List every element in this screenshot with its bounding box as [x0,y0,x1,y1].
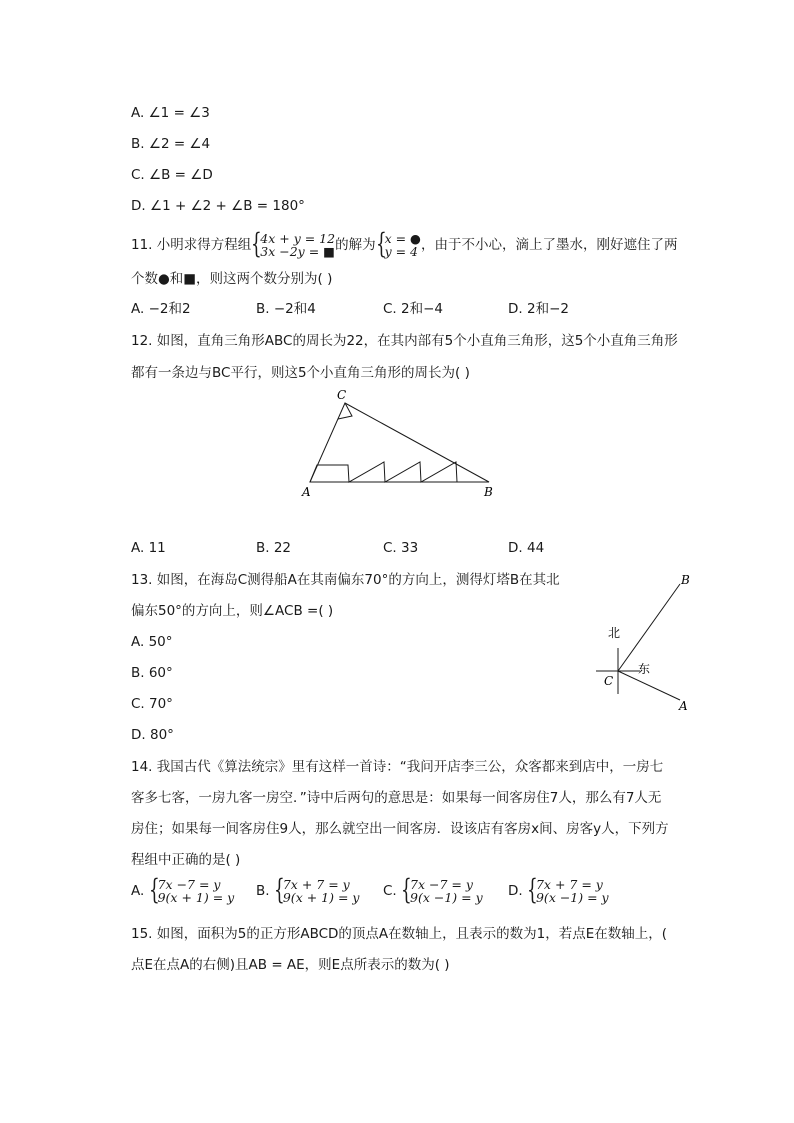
q13-direction-figure [590,568,700,718]
label-c: C [337,388,347,402]
q15-question-line1: 15. 如图，面积为5的正方形ABCD的顶点A在数轴上，且表示的数为1，若点E在数轴上，( [131,926,668,942]
eq2: 9(x −1) = y [535,890,609,905]
eq1: 7x −7 = y [410,877,473,892]
q10-option-c: C. ∠B = ∠D [131,167,213,183]
option-system: { 7x −7 = y 9(x + 1) = y [148,873,235,906]
triangle-abc [310,403,489,482]
ray-cb [618,584,680,671]
q14-option-d [508,873,609,906]
option-label: B. [256,883,270,899]
q13-option-b: B. 60° [131,665,173,681]
label-north: 北 [608,626,621,640]
eq1: 7x + 7 = y [282,877,350,892]
option-system: { 7x −7 = y 9(x −1) = y [401,873,483,906]
q13-option-a: A. 50° [131,634,173,650]
q14-option-b [256,873,360,906]
option-label: A. [131,883,145,899]
q12-triangle-figure [290,386,510,504]
label-c: C [604,674,614,688]
q12-question-line2: 都有一条边与BC平行，则这5个小直角三角形的周长为( ) [131,365,470,381]
q11-equation-system: { 4x + y = 12 3x −2y = ■ [251,227,336,260]
q11-eq2: 3x −2y = ■ [260,244,335,259]
q15-question-line2: 点E在点A的右侧)且AB = AE，则E点所表示的数为( ) [131,957,450,973]
q11-question-line2: 个数●和■，则这两个数分别为( ) [131,271,333,287]
q14-question-line3: 房住；如果每一间客房住9人，那么就空出一间客房．设该店有客房x间、房客y人，下列方 [131,821,669,837]
option-label: C. [383,883,397,899]
q11-option-a: A. −2和2 [131,301,191,317]
q11-sol1: x = ● [384,231,421,246]
q12-option-d: D. 44 [508,540,545,556]
q10-option-d: D. ∠1 + ∠2 + ∠B = 180° [131,198,305,214]
label-b: B [484,485,493,499]
small-triangles [310,462,457,482]
q11-sol2: y = 4 [384,244,419,259]
q11-option-b: B. −2和4 [256,301,316,317]
q12-option-a: A. 11 [131,540,166,556]
q12-question-line1: 12. 如图，直角三角形ABC的周长为22，在其内部有5个小直角三角形，这5个小直角三角形 [131,333,678,349]
q11-suffix: ，由于不小心，滴上了墨水，刚好遮住了两 [420,237,678,253]
q13-question-line1: 13. 如图，在海岛C测得船A在其南偏东70°的方向上，测得灯塔B在其北 [131,572,560,588]
q10-option-b: B. ∠2 = ∠4 [131,136,211,152]
option-system: { 7x + 7 = y 9(x −1) = y [526,873,609,906]
label-b: B [681,573,690,587]
q11-option-c: C. 2和−4 [383,301,443,317]
eq2: 9(x −1) = y [410,890,483,905]
q14-option-c [383,873,483,906]
q11-mid: 的解为 [335,237,376,253]
label-a: A [679,699,688,713]
q14-option-a [131,873,235,906]
q13-option-d: D. 80° [131,727,174,743]
label-east: 东 [638,662,651,676]
eq2: 9(x + 1) = y [157,890,235,905]
q14-question-line4: 程组中正确的是( ) [131,852,241,868]
eq2: 9(x + 1) = y [282,890,360,905]
label-a: A [302,485,311,499]
q12-option-b: B. 22 [256,540,292,556]
q11-eq1: 4x + y = 12 [260,231,336,246]
q12-option-c: C. 33 [383,540,419,556]
eq1: 7x −7 = y [157,877,221,892]
q11-option-d: D. 2和−2 [508,301,569,317]
q10-option-a: A. ∠1 = ∠3 [131,105,210,121]
option-system: { 7x + 7 = y 9(x + 1) = y [273,873,360,906]
q13-option-c: C. 70° [131,696,173,712]
q11-solution-system: { x = ● y = 4 [375,227,421,260]
eq1: 7x + 7 = y [535,877,603,892]
option-label: D. [508,883,523,899]
q14-question-line1: 14. 我国古代《算法统宗》里有这样一首诗：“我问开店李三公，众客都来到店中，一房七 [131,759,664,775]
q11-question-line1 [131,227,678,260]
q14-question-line2: 客多七客，一房九客一房空．”诗中后两句的意思是：如果每一间客房住7人，那么有7人无 [131,790,662,806]
q13-question-line2: 偏东50°的方向上，则∠ACB =( ) [131,603,334,619]
q11-prefix: 11. 小明求得方程组 [131,237,252,253]
